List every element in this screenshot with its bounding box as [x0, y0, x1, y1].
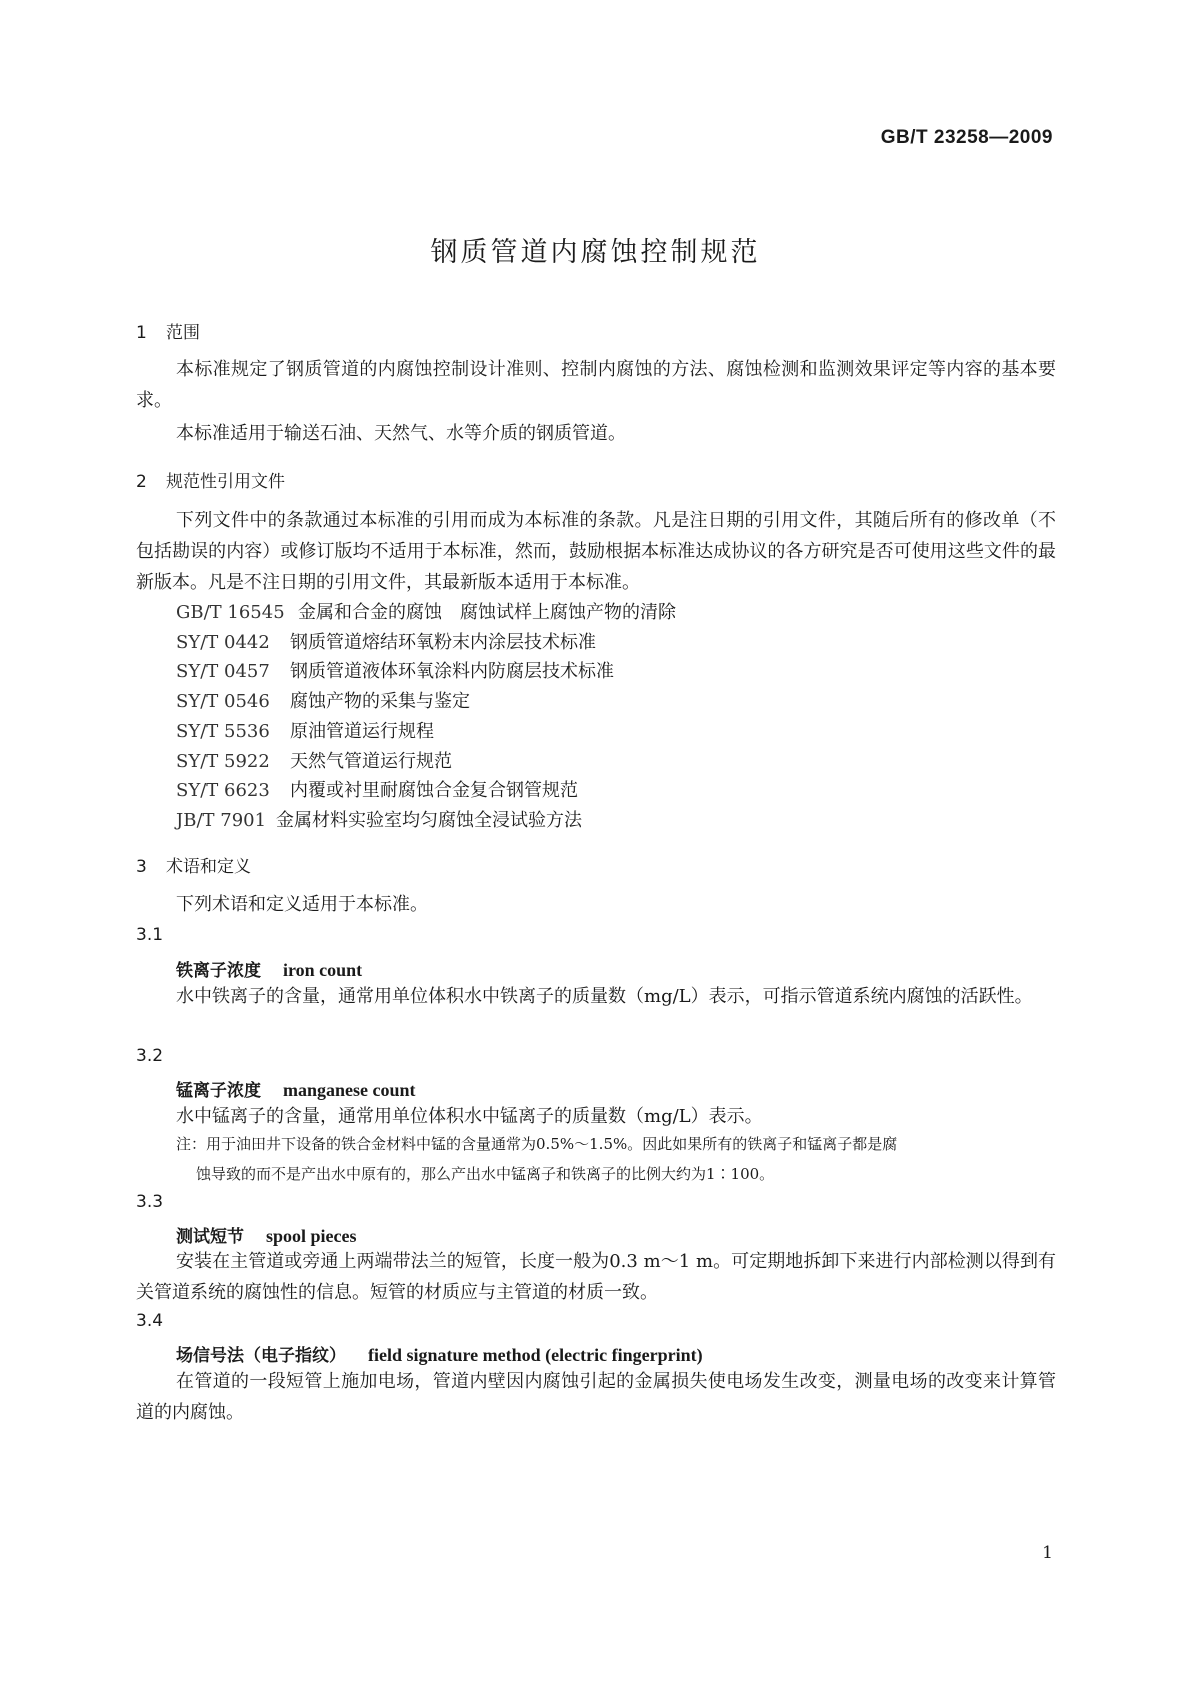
section-1-paragraph-1: 本标准规定了钢质管道的内腐蚀控制设计准则、控制内腐蚀的方法、腐蚀检测和监测效果评定等内容的基本要求。 [136, 359, 1056, 411]
term-heading [176, 1222, 357, 1247]
reference-code: SY/T 5922 [176, 751, 270, 772]
term-zh: 铁离子浓度 [176, 961, 261, 981]
reference-code: SY/T 0442 [176, 632, 270, 653]
term-zh: 测试短节 [176, 1227, 244, 1247]
term-heading [176, 1341, 703, 1366]
section-title: 范围 [166, 323, 200, 343]
reference-item [176, 747, 452, 773]
section-title: 规范性引用文件 [166, 472, 285, 492]
term-zh: 场信号法（电子指纹） [176, 1346, 346, 1366]
term-note [176, 1129, 1056, 1189]
reference-code: GB/T 16545 [176, 602, 285, 623]
page-title: 钢质管道内腐蚀控制规范 [430, 237, 761, 268]
reference-code: SY/T 5536 [176, 721, 270, 742]
reference-item [176, 806, 582, 832]
reference-title: 腐蚀产物的采集与鉴定 [290, 691, 470, 712]
clause-number: 3.2 [136, 1046, 164, 1066]
reference-title: 内覆或衬里耐腐蚀合金复合钢管规范 [290, 780, 578, 801]
section-number: 2 [136, 472, 147, 492]
note-label: 注： [176, 1135, 207, 1153]
reference-item [176, 657, 614, 683]
reference-title: 原油管道运行规程 [290, 721, 434, 742]
term-heading [176, 956, 362, 981]
term-en: field signature method (electric fingerprint) [368, 1345, 703, 1365]
reference-item [176, 776, 578, 802]
reference-item [176, 598, 676, 624]
clause-number: 3.4 [136, 1311, 164, 1331]
term-heading [176, 1076, 416, 1101]
reference-title: 金属和合金的腐蚀 腐蚀试样上腐蚀产物的清除 [298, 602, 676, 623]
clause-number: 3.3 [136, 1192, 164, 1212]
reference-title: 金属材料实验室均匀腐蚀全浸试验方法 [276, 810, 582, 831]
reference-code: JB/T 7901 [176, 810, 267, 831]
term-definition: 水中铁离子的含量，通常用单位体积水中铁离子的质量数（mg/L）表示，可指示管道系统内腐蚀的活跃性。 [176, 986, 1033, 1007]
reference-title: 天然气管道运行规范 [290, 751, 452, 772]
reference-code: SY/T 0546 [176, 691, 270, 712]
section-number: 1 [136, 323, 147, 343]
term-definition: 在管道的一段短管上施加电场，管道内壁因内腐蚀引起的金属损失使电场发生改变，测量电场的改变来计算管道的内腐蚀。 [136, 1371, 1056, 1423]
standard-number: GB/T 23258—2009 [880, 127, 1053, 148]
reference-title: 钢质管道液体环氧涂料内防腐层技术标准 [290, 661, 614, 682]
reference-item [176, 687, 470, 713]
section-1-heading [136, 318, 200, 343]
term-en: manganese count [283, 1080, 416, 1100]
reference-item [176, 628, 596, 654]
section-1-paragraph-2: 本标准适用于输送石油、天然气、水等介质的钢质管道。 [176, 423, 626, 444]
term-en: iron count [283, 960, 363, 980]
section-2-intro: 下列文件中的条款通过本标准的引用而成为本标准的条款。凡是注日期的引用文件，其随后所有的修改单（不包括勘误的内容）或修订版均不适用于本标准，然而，鼓励根据本标准达成协议的各方研究是否可使用这些文件的最新版本。凡是不注日期的引用文件，其最新版本适用于本标准。 [136, 510, 1056, 593]
reference-code: SY/T 6623 [176, 780, 270, 801]
section-3-intro: 下列术语和定义适用于本标准。 [176, 894, 428, 915]
section-number: 3 [136, 857, 147, 877]
page-number: 1 [1042, 1543, 1053, 1563]
reference-code: SY/T 0457 [176, 661, 270, 682]
term-en: spool pieces [266, 1226, 357, 1246]
section-2-heading [136, 467, 285, 492]
reference-item [176, 717, 434, 743]
note-line-2: 蚀导致的而不是产出水中原有的，那么产出水中锰离子和铁离子的比例大约为1∶100。 [196, 1165, 775, 1183]
term-definition: 安装在主管道或旁通上两端带法兰的短管，长度一般为0.3 m～1 m。可定期地拆卸下来进行内部检测以得到有关管道系统的腐蚀性的信息。短管的材质应与主管道的材质一致。 [136, 1251, 1056, 1303]
term-zh: 锰离子浓度 [176, 1081, 261, 1101]
note-line-1: 用于油田井下设备的铁合金材料中锰的含量通常为0.5%～1.5%。因此如果所有的铁离子和锰离子都是腐 [206, 1135, 898, 1153]
section-title: 术语和定义 [166, 857, 251, 877]
clause-number: 3.1 [136, 925, 164, 945]
reference-title: 钢质管道熔结环氧粉末内涂层技术标准 [290, 632, 596, 653]
section-3-heading [136, 852, 251, 877]
term-definition: 水中锰离子的含量，通常用单位体积水中锰离子的质量数（mg/L）表示。 [176, 1106, 763, 1127]
